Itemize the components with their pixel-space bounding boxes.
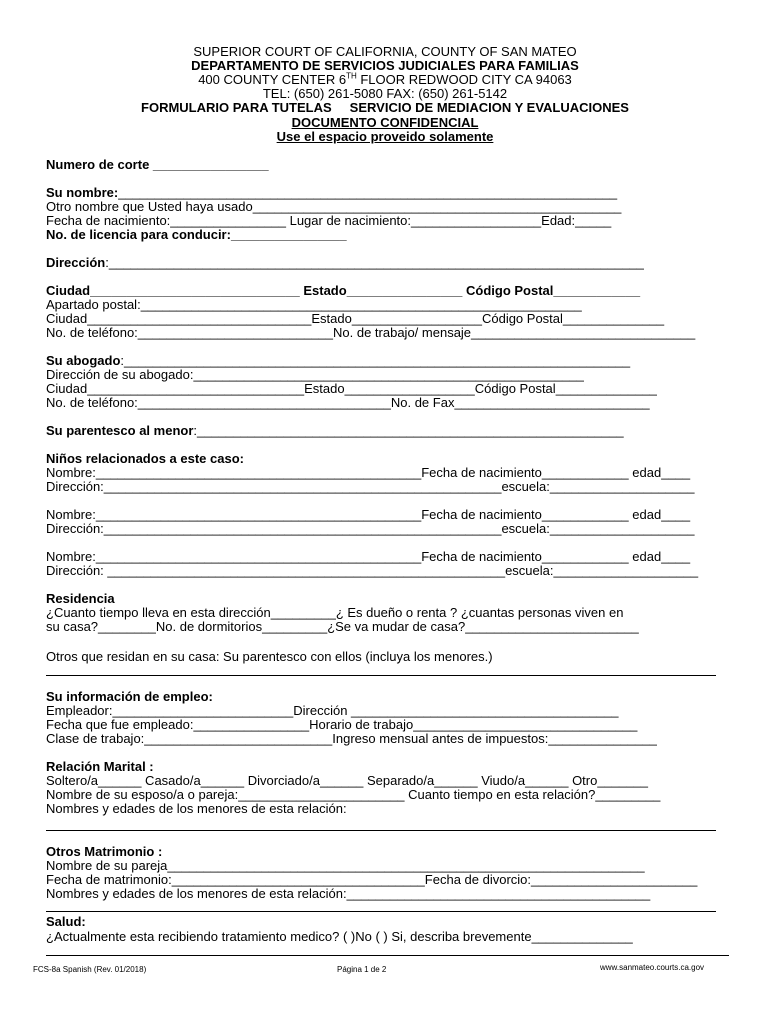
marriage-date-label: Fecha de matrimonio: <box>46 872 172 887</box>
work-schedule-field[interactable]: _______________________________ <box>413 717 638 732</box>
child-1-name-label: Nombre: <box>46 465 96 480</box>
child-3-name-field[interactable]: _____________________________________________ <box>95 549 422 564</box>
child-3-dob-field[interactable]: ____________ <box>541 549 629 564</box>
po-state-field[interactable]: __________________ <box>351 311 482 326</box>
treatment-line <box>46 930 633 944</box>
attorney-fax-field[interactable]: ___________________________ <box>454 395 650 410</box>
child-2-dob-field[interactable]: ____________ <box>541 507 629 522</box>
employer-label: Empleador: <box>46 703 113 718</box>
divorce-date-field[interactable]: _______________________ <box>531 872 698 887</box>
city-field[interactable]: _____________________________ <box>90 283 300 298</box>
divorced-field[interactable]: ______ <box>319 773 364 788</box>
state-field[interactable]: ________________ <box>346 283 463 298</box>
court-website: www.sanmateo.courts.ca.gov <box>600 963 705 972</box>
employer-address-label: Dirección <box>293 703 352 718</box>
partner-name-field[interactable]: __________________________________________________________________ <box>167 858 645 873</box>
widowed-field[interactable]: ______ <box>525 773 569 788</box>
child-2-name-line <box>46 508 690 522</box>
bedrooms-field[interactable]: _________ <box>262 619 328 634</box>
attorney-address-field[interactable]: ______________________________________________________ <box>193 367 584 382</box>
birth-place-field[interactable]: __________________ <box>411 213 542 228</box>
birth-date-label: Fecha de nacimiento: <box>46 213 171 228</box>
hire-date-field[interactable]: ________________ <box>193 717 310 732</box>
child-3-address-field[interactable]: _______________________________________________________ <box>107 563 506 578</box>
child-1-school-label: escuela: <box>501 479 550 494</box>
address-field[interactable]: :__________________________________________________________________________ <box>105 255 644 270</box>
confidential-label: DOCUMENTO CONFIDENCIAL <box>291 115 479 130</box>
child-2-address-line <box>46 522 694 536</box>
attorney-address-label: Dirección de su abogado: <box>46 367 194 382</box>
work-phone-field[interactable]: _______________________________ <box>471 325 696 340</box>
case-number-line <box>46 158 269 172</box>
income-field[interactable]: _______________ <box>548 731 657 746</box>
prior-children-line <box>46 887 650 901</box>
child-1-address-line <box>46 480 694 494</box>
child-3-name-line <box>46 550 690 564</box>
birth-line <box>46 214 611 228</box>
po-box-field[interactable]: _____________________________________________________________ <box>140 297 582 312</box>
child-1-name-line <box>46 466 690 480</box>
divorced-label: Divorciado/a <box>244 773 320 788</box>
attorney-line <box>46 354 630 368</box>
city-state-zip-line <box>46 284 640 298</box>
po-zip-label: Código Postal <box>481 311 563 326</box>
case-number-field[interactable]: ________________ <box>152 157 269 172</box>
child-1-address-field[interactable]: _______________________________________________________ <box>103 479 502 494</box>
state-label: Estado <box>299 283 347 298</box>
court-address <box>0 73 770 87</box>
child-2-age-field[interactable]: ____ <box>661 507 691 522</box>
po-box-line <box>46 298 582 312</box>
prior-children-label: Nombres y edades de los menores de esta relación: <box>46 886 347 901</box>
marital-heading: Relación Marital : <box>46 759 154 774</box>
po-zip-field[interactable]: ______________ <box>562 311 665 326</box>
child-1-dob-label: Fecha de nacimiento <box>421 465 542 480</box>
bedrooms-label: No. de dormitorios <box>155 619 263 634</box>
children-heading: Niños relacionados a este caso: <box>46 451 244 466</box>
attorney-fax-label: No. de Fax <box>390 395 455 410</box>
other-residents-label: Otros que residan en su casa: Su parentesco con ellos (incluya los menores.) <box>46 649 493 664</box>
work-schedule-label: Horario de trabajo <box>309 717 414 732</box>
license-field[interactable]: ________________ <box>230 227 347 242</box>
household-field[interactable]: ________ <box>98 619 156 634</box>
prior-children-extra-field[interactable] <box>46 911 716 912</box>
relationship-duration-label: Cuanto tiempo en esta relación? <box>404 787 596 802</box>
income-label: Ingreso mensual antes de impuestos: <box>332 731 549 746</box>
child-1-name-field[interactable]: _____________________________________________ <box>95 465 422 480</box>
child-2-address-field[interactable]: _______________________________________________________ <box>103 521 502 536</box>
health-heading: Salud: <box>46 914 86 929</box>
child-3-age-field[interactable]: ____ <box>661 549 691 564</box>
other-status-label: Otro <box>568 773 598 788</box>
po-city-label: Ciudad <box>46 311 88 326</box>
marriage-date-field[interactable]: ___________________________________ <box>171 872 425 887</box>
relationship-label: Su parentesco al menor <box>46 423 194 438</box>
spouse-label: Nombre de su esposo/a o pareja: <box>46 787 239 802</box>
po-city-line <box>46 312 664 326</box>
hire-date-line <box>46 718 637 732</box>
address-main: 400 COUNTY CENTER 6 <box>198 72 347 87</box>
children-relationship-label: Nombres y edades de los menores de esta relación: <box>46 801 347 816</box>
department-name: DEPARTAMENTO DE SERVICIOS JUDICIALES PARA FAMILIAS <box>191 58 579 73</box>
attorney-state-label: Estado <box>304 381 345 396</box>
employer-address-field[interactable]: _____________________________________ <box>351 703 619 718</box>
address-line <box>46 256 644 270</box>
address-label: Dirección <box>46 255 106 270</box>
residence-heading: Residencia <box>46 591 115 606</box>
moving-field[interactable]: ________________________ <box>465 619 639 634</box>
name-field[interactable]: _____________________________________________________________________ <box>118 185 618 200</box>
phone-label: No. de teléfono: <box>46 325 138 340</box>
po-city-field[interactable]: _______________________________ <box>87 311 312 326</box>
form-title-left: FORMULARIO PARA TUTELAS <box>141 100 332 115</box>
attorney-field[interactable]: :______________________________________________________________________ <box>120 353 631 368</box>
residence-time-label: ¿Cuanto tiempo lleva en esta dirección <box>46 605 271 620</box>
relationship-field[interactable]: :___________________________________________________________ <box>193 423 624 438</box>
address-superscript: TH <box>346 71 357 81</box>
attorney-phone-label: No. de teléfono: <box>46 395 138 410</box>
age-label: Edad: <box>541 213 576 228</box>
married-label: Casado/a <box>141 773 201 788</box>
attorney-zip-field[interactable]: ______________ <box>555 381 657 396</box>
job-type-field[interactable]: __________________________ <box>144 731 333 746</box>
separated-field[interactable]: ______ <box>434 773 478 788</box>
attorney-label: Su abogado <box>46 353 121 368</box>
child-2-dob-label: Fecha de nacimiento <box>421 507 542 522</box>
child-2-school-field[interactable]: ____________________ <box>549 521 695 536</box>
partner-name-label: Nombre de su pareja <box>46 858 168 873</box>
treatment-extra-field[interactable] <box>46 955 729 956</box>
child-3-age-label: edad <box>628 549 662 564</box>
relationship-line <box>46 424 624 438</box>
birth-date-field[interactable]: ________________ <box>170 213 286 228</box>
page-number: Página 1 de 2 <box>337 965 387 974</box>
attorney-city-label: Ciudad <box>46 381 88 396</box>
child-2-name-label: Nombre: <box>46 507 96 522</box>
attorney-zip-label: Código Postal <box>474 381 556 396</box>
phone-line <box>46 326 695 340</box>
partner-name-line <box>46 859 645 873</box>
name-line <box>46 186 617 200</box>
married-field[interactable]: ______ <box>200 773 245 788</box>
employment-heading: Su información de empleo: <box>46 689 213 704</box>
spouse-line <box>46 788 660 802</box>
other-marriage-heading: Otros Matrimonio : <box>46 844 163 859</box>
case-number-label: Numero de corte <box>46 157 153 172</box>
employer-line <box>46 704 619 718</box>
spouse-field[interactable]: _______________________ <box>238 787 405 802</box>
treatment-field[interactable]: ______________ <box>531 929 633 944</box>
child-1-age-field[interactable]: ____ <box>661 465 691 480</box>
widowed-label: Viudo/a <box>477 773 526 788</box>
child-3-name-label: Nombre: <box>46 549 96 564</box>
child-3-school-label: escuela: <box>505 563 554 578</box>
employer-field[interactable]: _________________________ <box>112 703 294 718</box>
city-label: Ciudad <box>46 283 91 298</box>
child-1-age-label: edad <box>628 465 662 480</box>
marriage-dates-line <box>46 873 697 887</box>
divorce-date-label: Fecha de divorcio: <box>424 872 532 887</box>
other-name-field[interactable]: ___________________________________________________ <box>252 199 622 214</box>
attorney-phone-field[interactable]: ___________________________________ <box>137 395 391 410</box>
address-rest: FLOOR REDWOOD CITY CA 94063 <box>356 72 572 87</box>
child-2-school-label: escuela: <box>501 521 550 536</box>
zip-label: Código Postal <box>462 283 554 298</box>
other-name-label: Otro nombre que Usted haya usado <box>46 199 253 214</box>
form-id: FCS-8a Spanish (Rev. 01/2018) <box>33 965 147 974</box>
other-residents-field[interactable] <box>46 675 716 676</box>
form-title-right: SERVICIO DE MEDIACION Y EVALUACIONES <box>349 100 629 115</box>
instruction-label: Use el espacio proveido solamente <box>276 129 494 144</box>
single-label: Soltero/a <box>46 773 99 788</box>
separated-label: Separado/a <box>363 773 435 788</box>
single-field[interactable]: ______ <box>98 773 142 788</box>
moving-label: ¿Se va mudar de casa? <box>327 619 466 634</box>
treatment-label: ¿Actualmente esta recibiendo tratamiento medico? ( )No ( ) Si, describa brevemente <box>46 929 532 944</box>
work-phone-label: No. de trabajo/ mensaje <box>333 325 472 340</box>
attorney-city-field[interactable]: ______________________________ <box>87 381 305 396</box>
job-type-label: Clase de trabajo: <box>46 731 145 746</box>
residence-people-line <box>46 620 639 634</box>
residence-time-line <box>46 606 623 620</box>
child-3-dob-label: Fecha de nacimiento <box>421 549 542 564</box>
child-3-address-label: Dirección: <box>46 563 108 578</box>
other-status-field[interactable]: _______ <box>597 773 648 788</box>
child-2-name-field[interactable]: _____________________________________________ <box>95 507 422 522</box>
attorney-address-line <box>46 368 584 382</box>
license-line <box>46 228 347 242</box>
job-type-line <box>46 732 657 746</box>
household-label: su casa? <box>46 619 99 634</box>
birth-place-label: Lugar de nacimiento: <box>285 213 412 228</box>
other-name-line <box>46 200 621 214</box>
license-label: No. de licencia para conducir: <box>46 227 231 242</box>
name-label: Su nombre: <box>46 185 119 200</box>
marital-options-line <box>46 774 648 788</box>
child-2-address-label: Dirección: <box>46 521 104 536</box>
relationship-duration-field[interactable]: _________ <box>595 787 661 802</box>
child-3-address-line <box>46 564 698 578</box>
children-relationship-field[interactable] <box>46 830 716 831</box>
po-state-label: Estado <box>311 311 352 326</box>
own-rent-label: ¿ Es dueño o renta ? ¿cuantas personas viven en <box>335 605 624 620</box>
hire-date-label: Fecha que fue empleado: <box>46 717 194 732</box>
court-phone: TEL: (650) 261-5080 FAX: (650) 261-5142 <box>262 86 508 101</box>
residence-time-field[interactable]: _________ <box>270 605 336 620</box>
zip-field[interactable]: ____________ <box>553 283 641 298</box>
phone-field[interactable]: ___________________________ <box>137 325 334 340</box>
prior-children-field[interactable]: __________________________________________ <box>346 886 651 901</box>
attorney-state-field[interactable]: __________________ <box>344 381 475 396</box>
age-field[interactable]: _____ <box>575 213 612 228</box>
child-1-address-label: Dirección: <box>46 479 104 494</box>
po-box-label: Apartado postal: <box>46 297 141 312</box>
attorney-city-line <box>46 382 657 396</box>
child-1-school-field[interactable]: ____________________ <box>549 479 695 494</box>
child-3-school-field[interactable]: ____________________ <box>553 563 699 578</box>
court-name: SUPERIOR COURT OF CALIFORNIA, COUNTY OF SAN MATEO <box>193 44 577 59</box>
form-title <box>0 101 770 115</box>
child-2-age-label: edad <box>628 507 662 522</box>
attorney-phone-line <box>46 396 650 410</box>
child-1-dob-field[interactable]: ____________ <box>541 465 629 480</box>
